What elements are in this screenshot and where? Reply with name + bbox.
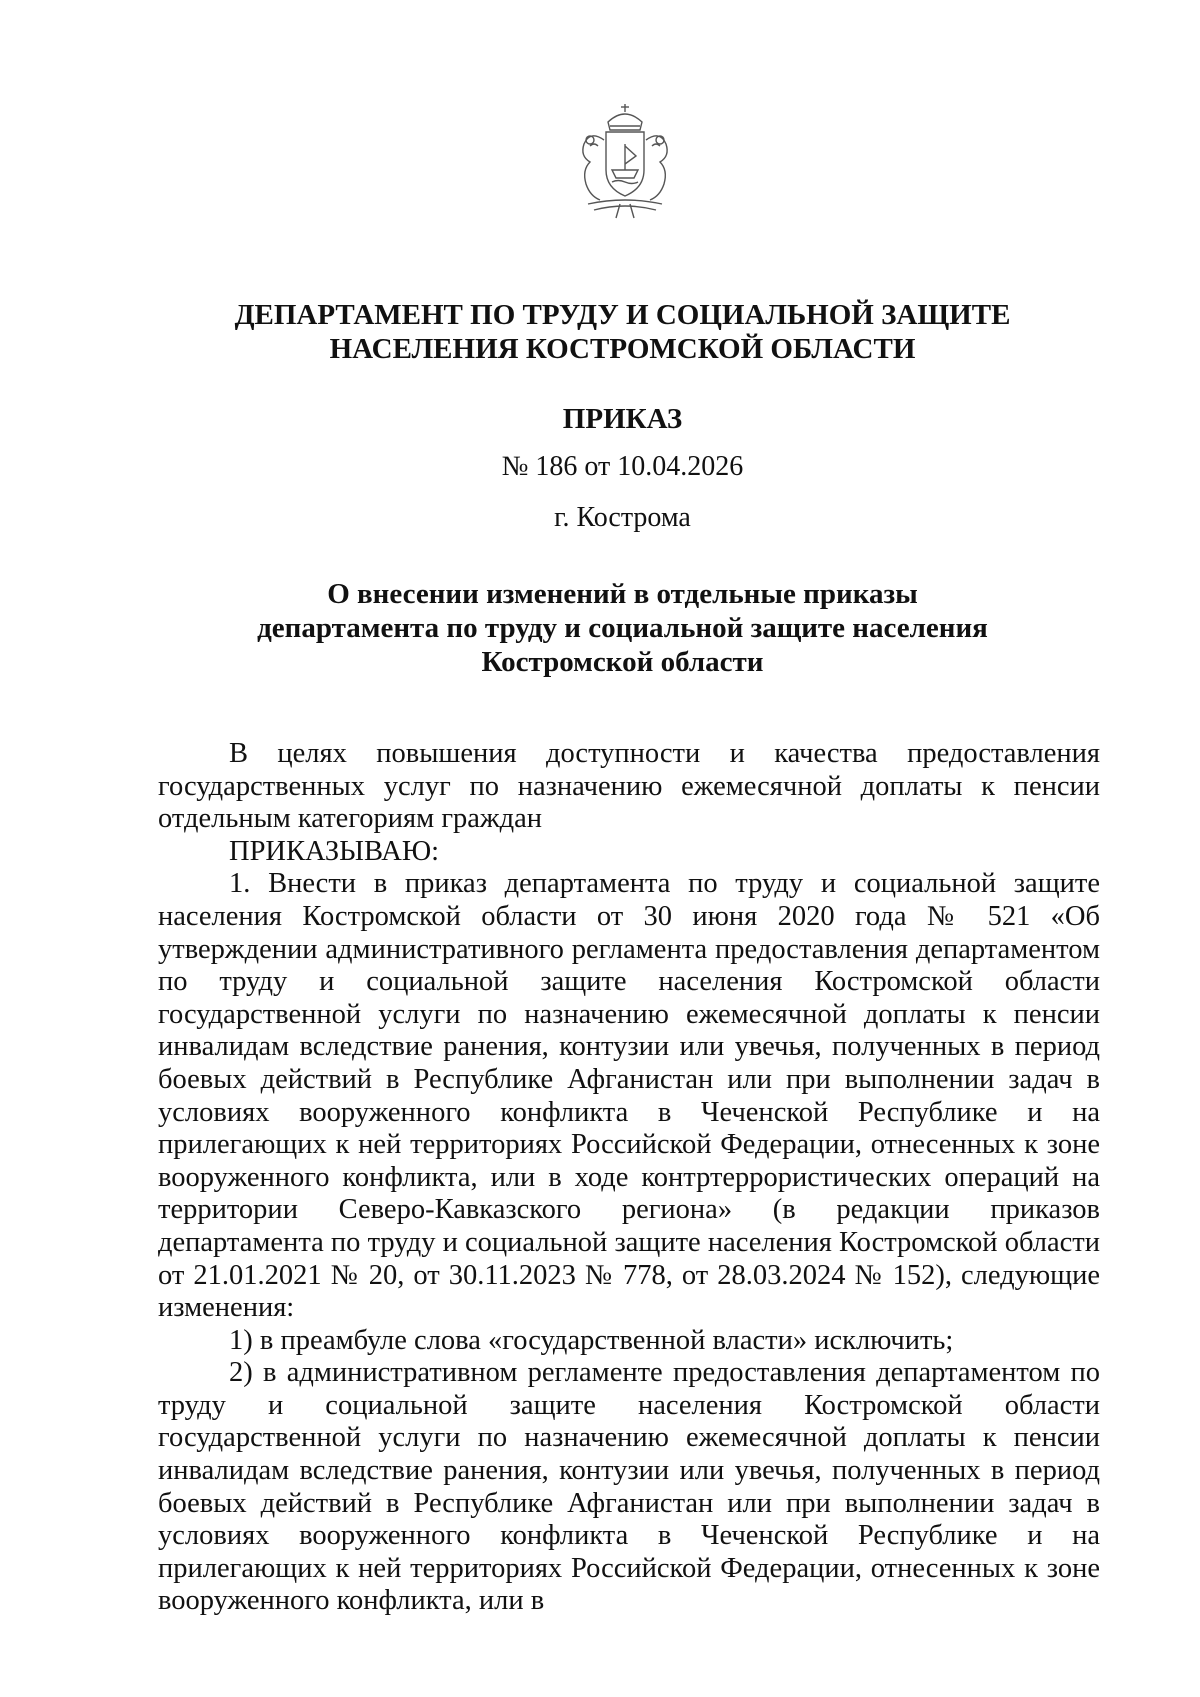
order-subject-line-1: О внесении изменений в отдельные приказы (327, 578, 918, 610)
order-subject-line-3: Костромской области (481, 646, 764, 678)
order-subject (150, 577, 1095, 679)
order-body (158, 738, 1100, 1618)
organization-title-line-2: НАСЕЛЕНИЯ КОСТРОМСКОЙ ОБЛАСТИ (329, 333, 916, 365)
order-number-date: № 186 от 10.04.2026 (501, 451, 744, 482)
kostroma-coat-of-arms-icon (560, 100, 690, 220)
item-1-paragraph: 1. Внести в приказ департамента по труду и социальной защите населения Костромской области от 30 июня 2020 года № 521 «Об утверждении административного регламента предоставления департаментом по труду и социальной защите населения Костромской области государственной услуги по назначению ежемесячной доплаты к пенсии инвалидам вследствие ранения, контузии или увечья, полученных в период боевых действий в Республике Афганистан или при выполнении задач в условиях вооруженного конфликта в Чеченской Республике и на прилегающих к ней территориях Российской Федерации, отнесенных к зоне вооруженного конфликта, или в ходе контртеррористических операций на территории Северо-Кавказского региона» (в редакции приказов департамента по труду и социальной защите населения Костромской области от 21.01.2021 № 20, от 30.11.2023 № 778, от 28.03.2024 № 152), следующие изменения: (158, 868, 1100, 1324)
document-type: ПРИКАЗ (562, 403, 683, 435)
order-city: г. Кострома (554, 502, 691, 533)
subitem-1-paragraph: 1) в преамбуле слова «государственной власти» исключить; (229, 1324, 954, 1356)
organization-title-line-1: ДЕПАРТАМЕНТ ПО ТРУДУ И СОЦИАЛЬНОЙ ЗАЩИТЕ (234, 299, 1011, 331)
subitem-2-paragraph: 2) в административном регламенте предоставления департаментом по труду и социальной защите населения Костромской области государственной услуги по назначению ежемесячной доплаты к пенсии инвалидам вследствие ранения, контузии или увечья, полученных в период боевых действий в Республике Афганистан или при выполнении задач в условиях вооруженного конфликта в Чеченской Республике и на прилегающих к ней территориях Российской Федерации, отнесенных к зоне вооруженного конфликта, или в (158, 1357, 1100, 1617)
organization-title (150, 298, 1095, 366)
intro-paragraph: В целях повышения доступности и качества предоставления государственных услуг по назначению ежемесячной доплаты к пенсии отдельным категориям граждан (158, 738, 1100, 835)
order-subject-line-2: департамента по труду и социальной защите населения (257, 612, 988, 644)
order-word: ПРИКАЗЫВАЮ: (229, 835, 440, 867)
